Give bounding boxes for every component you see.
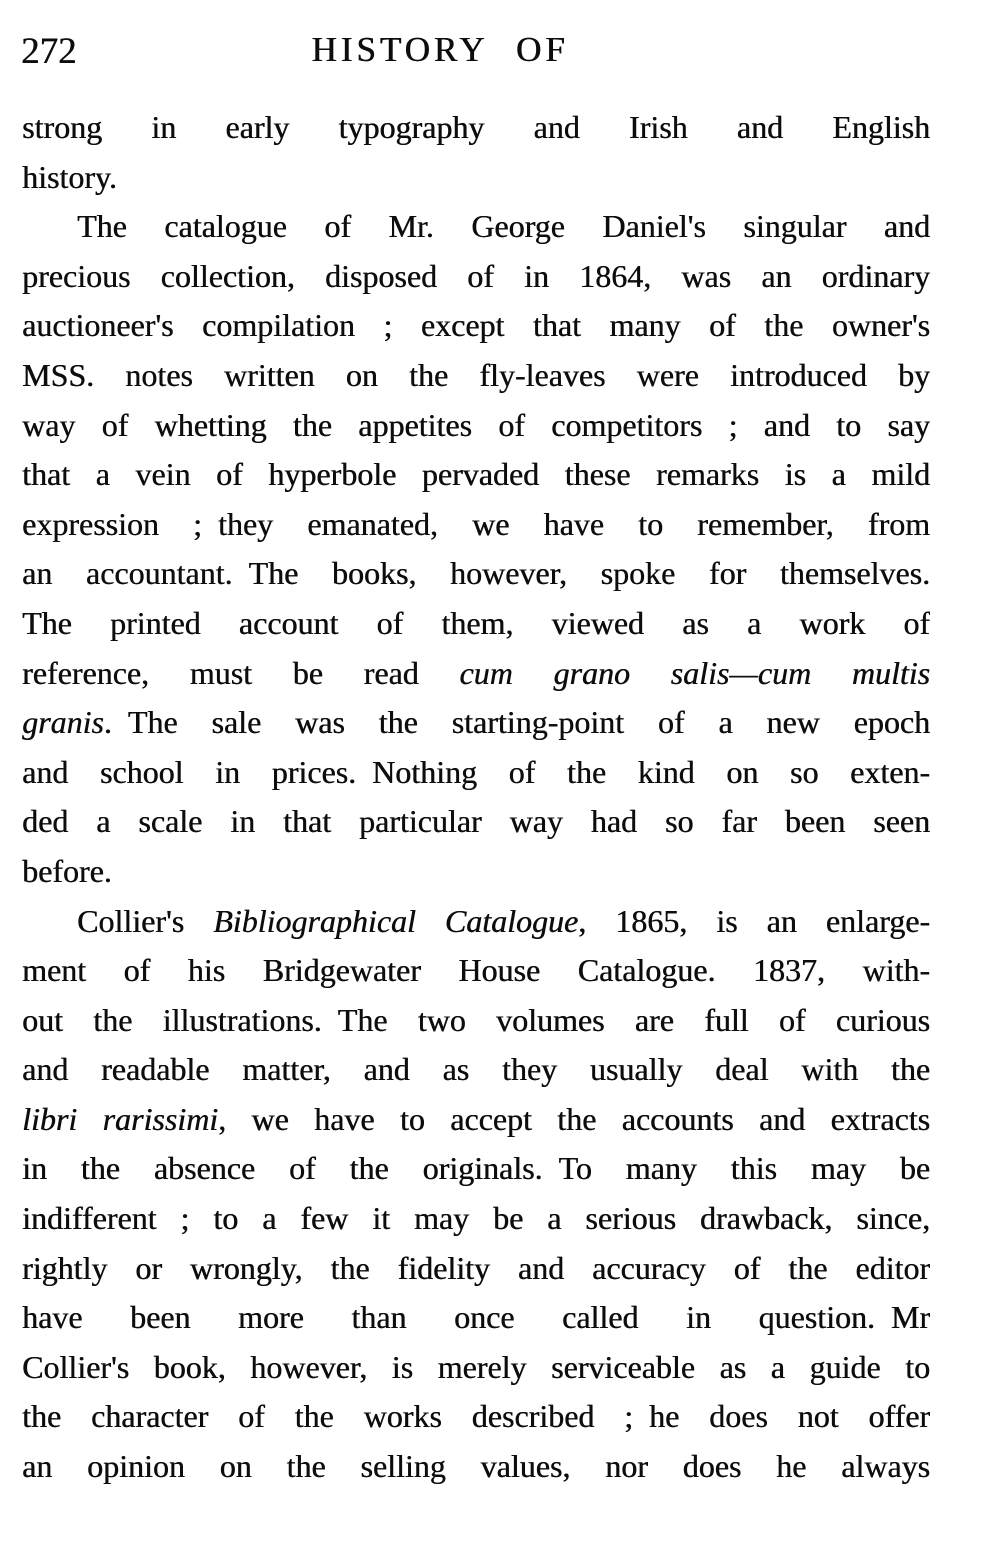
text-line [22, 1045, 930, 1095]
text-segment: have been more than once called in question. Mr [22, 1299, 930, 1336]
text-segment: an opinion on the selling values, nor does he always [22, 1448, 930, 1485]
text-segment: , 1865, is an enlarge- [578, 902, 930, 939]
text-line [22, 847, 930, 897]
text-segment: ment of his Bridgewater House Catalogue. 1837, with- [22, 952, 930, 989]
page-header [0, 26, 1000, 78]
text-line [22, 698, 930, 748]
text-segment: MSS. notes written on the fly-leaves were introduced by [22, 356, 930, 393]
text-line [22, 946, 930, 996]
text-segment: way of whetting the appetites of competitors ; and to say [22, 406, 930, 443]
body-text [22, 103, 930, 1492]
text-line [22, 1194, 930, 1244]
text-line [22, 351, 930, 401]
text-line [22, 1144, 930, 1194]
text-segment: before. [22, 852, 112, 889]
italic-text-segment: Bibliographical Catalogue [213, 902, 579, 939]
text-line [22, 252, 930, 302]
text-line [22, 1244, 930, 1294]
text-line [22, 649, 930, 699]
text-line [22, 897, 930, 947]
text-segment: ded a scale in that particular way had so far been seen [22, 803, 930, 840]
text-segment: the character of the works described ; he does not offer [22, 1398, 930, 1435]
italic-text-segment: granis [22, 704, 104, 741]
text-segment: precious collection, disposed of in 1864, was an ordinary [22, 257, 930, 294]
text-line [22, 1293, 930, 1343]
text-segment: that a vein of hyperbole pervaded these remarks is a mild [22, 456, 930, 493]
text-segment: in the absence of the originals. To many this may be [22, 1150, 930, 1187]
text-segment: out the illustrations. The two volumes are full of curious [22, 1001, 930, 1038]
text-segment: Collier's [77, 902, 214, 939]
text-segment: Collier's book, however, is merely serviceable as a guide to [22, 1348, 930, 1385]
text-line [22, 103, 930, 153]
text-line [22, 401, 930, 451]
text-line [22, 797, 930, 847]
italic-text-segment: cum grano salis—cum multis [459, 654, 930, 691]
text-segment: auctioneer's compilation ; except that many of the owner's [22, 307, 930, 344]
text-line [22, 748, 930, 798]
text-segment: rightly or wrongly, the fidelity and accuracy of the editor [22, 1249, 930, 1286]
text-segment: , we have to accept the accounts and extracts [218, 1100, 930, 1137]
text-line [22, 599, 930, 649]
text-line [22, 500, 930, 550]
text-line [22, 1442, 930, 1492]
text-line [22, 1343, 930, 1393]
text-segment: strong in early typography and Irish and English [22, 109, 930, 145]
page-number: 272 [21, 31, 77, 72]
text-line [22, 549, 930, 599]
text-segment: history. [22, 158, 117, 195]
text-segment: indifferent ; to a few it may be a serious drawback, since, [22, 1200, 930, 1237]
text-line [22, 996, 930, 1046]
text-line [22, 450, 930, 500]
text-segment: . The sale was the starting-point of a new epoch [103, 704, 930, 741]
text-segment: The catalogue of Mr. George Daniel's singular and [77, 208, 930, 245]
text-line [22, 202, 930, 252]
text-segment: The printed account of them, viewed as a work of [22, 604, 930, 641]
text-line [22, 1392, 930, 1442]
text-segment: reference, must be read [22, 654, 460, 691]
text-line [22, 1095, 930, 1145]
text-segment: expression ; they emanated, we have to remember, from [22, 505, 930, 542]
text-segment: and readable matter, and as they usually deal with the [22, 1051, 930, 1088]
text-line [22, 153, 930, 203]
italic-text-segment: libri rarissimi [22, 1100, 219, 1137]
text-line [22, 301, 930, 351]
text-segment: and school in prices. Nothing of the kind on so exten- [22, 753, 930, 790]
running-title: HISTORY OF [311, 30, 569, 69]
text-segment: an accountant. The books, however, spoke for themselves. [22, 555, 930, 592]
